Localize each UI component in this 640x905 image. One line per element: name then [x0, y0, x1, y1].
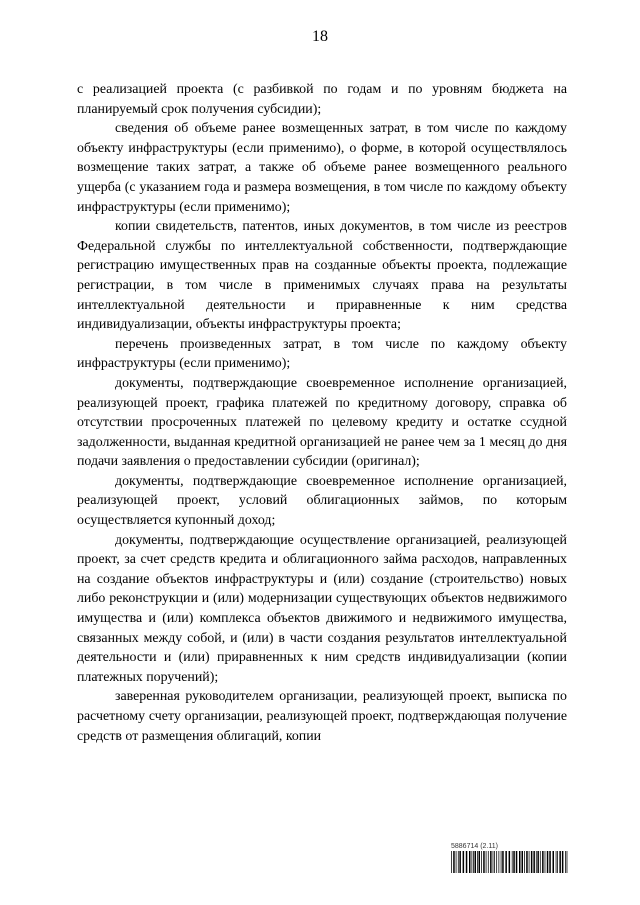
paragraph: перечень произведенных затрат, в том числе по каждому объекту инфраструктуры (если применимо); — [77, 336, 567, 372]
paragraph: сведения об объеме ранее возмещенных затрат, в том числе по каждому объекту инфраструктуры (если применимо), о форме, в которой осуществлялось возмещение таких затрат, а также об объеме ранее возмещенного реального ущерба (с указанием года и размера возмещения, в том числе по каждому объекту инфраструктуры (если применимо); — [77, 121, 567, 215]
paragraph: документы, подтверждающие своевременное исполнение организацией, реализующей проект, условий облигационных займов, по которым осуществляется купонный доход; — [77, 473, 567, 529]
document-code: 5886714 (2.11) — [451, 843, 498, 850]
paragraph: с реализацией проекта (с разбивкой по годам и по уровням бюджета на планируемый срок получения субсидии); — [77, 82, 567, 117]
paragraph: копии свидетельств, патентов, иных документов, в том числе из реестров Федеральной службы по интеллектуальной собственности, подтверждающие регистрацию имущественных прав на созданные объекты проекта, подлежащие регистрации, в том числе в применимых случаях права на результаты интеллектуальной деятельности и приравненные к ним средства индивидуализации, объекты инфраструктуры проекта; — [77, 219, 567, 333]
page-number: 18 — [312, 28, 328, 45]
paragraph: заверенная руководителем организации, реализующей проект, выписка по расчетному счету организации, реализующей проект, подтверждающая получение средств от размещения облигаций, копии — [77, 689, 567, 744]
barcode-icon — [451, 851, 568, 873]
paragraph: документы, подтверждающие осуществление организацией, реализующей проект, за счет средств кредита и облигационного займа расходов, направленных на создание объектов инфраструктуры и (или) создание (строительство) новых либо реконструкции и (или) модернизации существующих объектов недвижимого имущества и (или) комплекса объектов движимого и недвижимого имущества, связанных между собой, и (или) в части создания результатов интеллектуальной деятельности и (или) приравненных к ним средств индивидуализации (копии платежных поручений); — [77, 532, 567, 685]
body-text — [77, 80, 567, 746]
paragraph: документы, подтверждающие своевременное исполнение организацией, реализующей проект, графика платежей по кредитному договору, справка об отсутствии просроченных платежей по целевому кредиту и остатке ссудной задолженности, выданная кредитной организацией не ранее чем за 1 месяц до дня подачи заявления о предоставлении субсидии (оригинал); — [77, 375, 567, 470]
